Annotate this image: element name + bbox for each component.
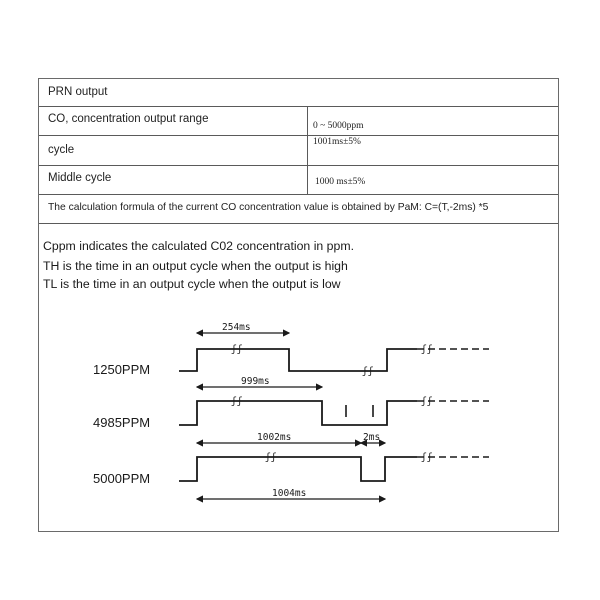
signal-1250ppm bbox=[93, 322, 489, 377]
note-cppm: Cppm indicates the calculated C02 concentration in ppm. bbox=[43, 239, 355, 253]
spec-sheet bbox=[38, 78, 559, 532]
cycle-label: cycle bbox=[48, 144, 75, 156]
cycle-value: 1001ms±5% bbox=[313, 137, 361, 147]
co-range-label: CO, concentration output range bbox=[48, 113, 209, 125]
break-mark: ʃʃ bbox=[421, 344, 433, 355]
break-mark: ʃʃ bbox=[265, 452, 277, 463]
signal-4985ppm bbox=[93, 376, 489, 430]
table-row-co-range bbox=[39, 107, 558, 136]
waveform-5000ppm bbox=[179, 457, 417, 481]
dimension-label-5000ppm-period: 1004ms bbox=[272, 488, 307, 499]
signal-label-5000ppm: 5000PPM bbox=[93, 471, 151, 486]
signal-5000ppm bbox=[93, 432, 489, 499]
table-row-prn-output bbox=[39, 79, 558, 107]
waveform-4985ppm bbox=[179, 401, 417, 425]
co-range-value: 0 ~ 5000ppm bbox=[313, 121, 364, 131]
break-mark: ʃʃ bbox=[421, 396, 433, 407]
formula-text: The calculation formula of the current CO concentration value is obtained by PaM: C=(T,-2ms) *5 bbox=[48, 202, 489, 213]
dimension-label-5000ppm-high: 1002ms bbox=[257, 432, 292, 443]
prn-output-label: PRN output bbox=[48, 86, 108, 98]
dimension-label-4985ppm: 999ms bbox=[241, 376, 270, 387]
break-mark: ʃʃ bbox=[231, 344, 243, 355]
middle-cycle-value: 1000 ms±5% bbox=[315, 177, 366, 187]
table-row-cycle bbox=[39, 136, 558, 166]
note-tl: TL is the time in an output cycle when the output is low bbox=[43, 277, 341, 291]
waveform-1250ppm bbox=[179, 349, 417, 371]
dimension-label-5000ppm-low: 2ms bbox=[363, 432, 381, 443]
note-th: TH is the time in an output cycle when the output is high bbox=[43, 259, 348, 273]
dimension-label-1250ppm: 254ms bbox=[222, 322, 251, 333]
break-mark: ʃʃ bbox=[362, 366, 374, 377]
break-mark: ʃʃ bbox=[231, 396, 243, 407]
signal-label-4985ppm: 4985PPM bbox=[93, 415, 151, 430]
middle-cycle-label: Middle cycle bbox=[48, 172, 112, 184]
break-mark: ʃʃ bbox=[421, 452, 433, 463]
table-divider bbox=[307, 107, 308, 194]
table-row-middle-cycle bbox=[39, 166, 558, 195]
signal-label-1250ppm: 1250PPM bbox=[93, 362, 151, 377]
timing-diagram bbox=[39, 301, 558, 531]
